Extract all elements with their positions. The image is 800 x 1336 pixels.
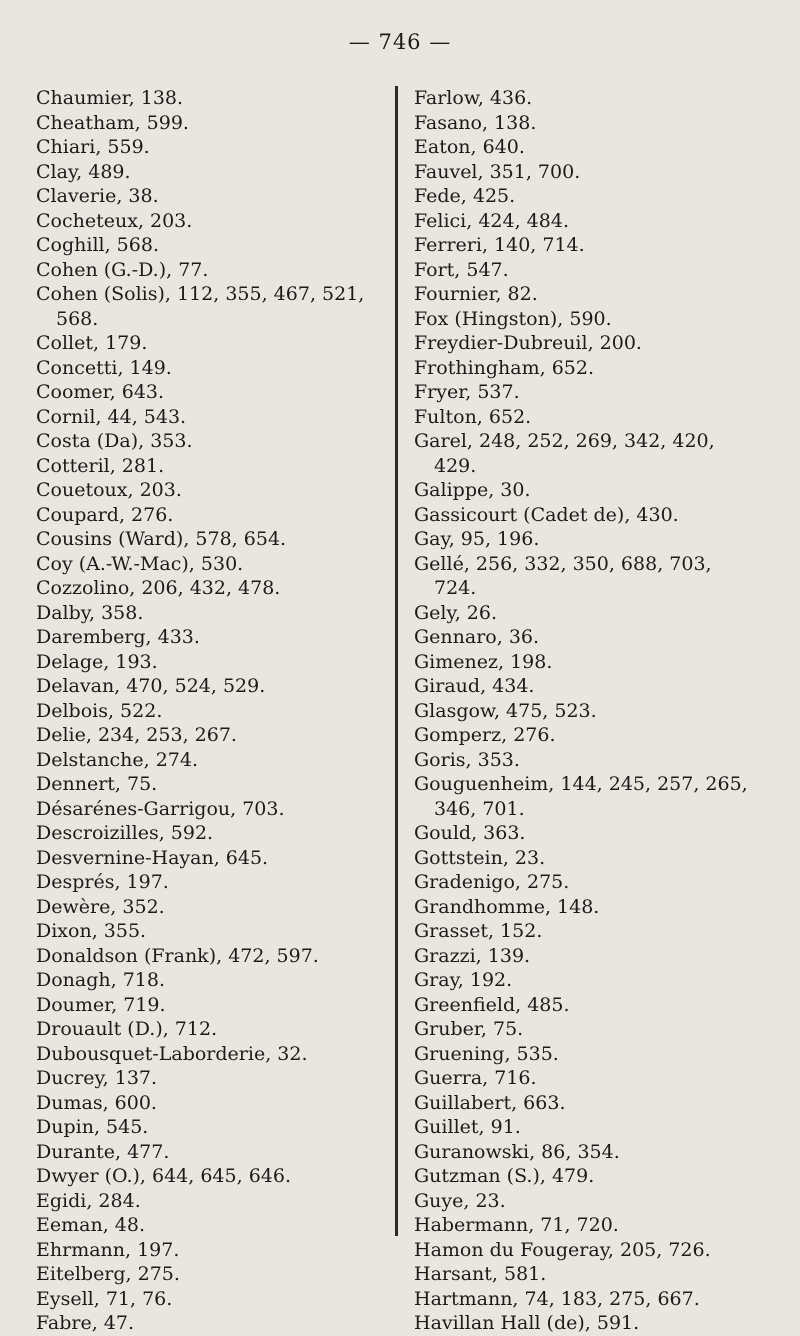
index-entry: Farlow, 436. — [414, 87, 533, 109]
index-entry: Gutzman (S.), 479. — [414, 1165, 595, 1187]
index-entry: Felici, 424, 484. — [414, 209, 569, 232]
index-entry: Guye, 23. — [414, 1189, 506, 1212]
index-entry: Garel, 248, 252, 269, 342, 420, — [414, 430, 715, 452]
page-number: — 746 — — [348, 30, 452, 54]
index-entry-continuation: 429. — [434, 454, 477, 477]
index-entry: Chaumier, 138. — [36, 87, 184, 109]
index-entry: Fulton, 652. — [414, 405, 532, 428]
index-entry: Concetti, 149. — [36, 356, 172, 379]
index-entry: Harsant, 581. — [414, 1263, 547, 1285]
index-entry: Galippe, 30. — [414, 479, 531, 501]
index-entry: Guillabert, 663. — [414, 1091, 566, 1114]
index-entry: Gellé, 256, 332, 350, 688, 703, — [414, 552, 712, 575]
index-entry: Fauvel, 351, 700. — [414, 160, 581, 183]
index-entry: Delie, 234, 253, 267. — [36, 724, 237, 746]
index-entry: Fede, 425. — [414, 185, 516, 207]
index-column-left — [36, 86, 386, 1336]
index-entry: Guillet, 91. — [414, 1116, 521, 1138]
index-entry: Coomer, 643. — [36, 381, 165, 403]
index-entry: Désarénes-Garrigou, 703. — [36, 797, 285, 820]
index-entry: Collet, 179. — [36, 332, 148, 354]
index-entry: Doumer, 719. — [36, 993, 166, 1016]
index-entry: Dupin, 545. — [36, 1116, 149, 1138]
index-entry: Gely, 26. — [414, 601, 498, 624]
index-entry: Costa (Da), 353. — [36, 430, 193, 452]
index-entry: Dewère, 352. — [36, 895, 165, 918]
index-entry: Gassicourt (Cadet de), 430. — [414, 503, 679, 526]
index-entry: Greenfield, 485. — [414, 993, 570, 1016]
index-entry: Frothingham, 652. — [414, 356, 595, 379]
index-entry: Cousins (Ward), 578, 654. — [36, 528, 287, 550]
index-entry: Giraud, 434. — [414, 675, 535, 697]
index-entry: Ferreri, 140, 714. — [414, 234, 585, 256]
index-entry: Drouault (D.), 712. — [36, 1018, 218, 1040]
index-entry: Delavan, 470, 524, 529. — [36, 675, 266, 697]
index-entry-continuation: 724. — [434, 577, 477, 599]
index-entry: Egidi, 284. — [36, 1189, 141, 1212]
index-entry: Ehrmann, 197. — [36, 1238, 180, 1261]
index-entry: Dixon, 355. — [36, 920, 147, 942]
index-entry: Gottstein, 23. — [414, 846, 546, 869]
index-entry: Daremberg, 433. — [36, 626, 200, 648]
index-entry: Gennaro, 36. — [414, 626, 540, 648]
index-entry: Cohen (G.-D.), 77. — [36, 258, 209, 281]
index-entry: Eitelberg, 275. — [36, 1263, 180, 1285]
index-column-right — [414, 86, 784, 1336]
index-entry: Gouguenheim, 144, 245, 257, 265, — [414, 773, 748, 795]
index-entry-continuation: 568. — [56, 307, 99, 330]
index-entry: Eeman, 48. — [36, 1214, 145, 1236]
index-entry: Guerra, 716. — [414, 1067, 537, 1089]
index-entry: Coupard, 276. — [36, 503, 174, 526]
index-entry: Fryer, 537. — [414, 381, 520, 403]
index-entry: Fasano, 138. — [414, 111, 537, 134]
index-entry: Fabre, 47. — [36, 1312, 135, 1334]
index-entry: Chiari, 559. — [36, 136, 150, 158]
index-entry: Cheatham, 599. — [36, 111, 189, 134]
index-entry: Guranowski, 86, 354. — [414, 1140, 620, 1163]
index-entry: Dwyer (O.), 644, 645, 646. — [36, 1165, 291, 1187]
index-entry: Freydier-Dubreuil, 200. — [414, 332, 642, 354]
index-entry: Gould, 363. — [414, 822, 526, 844]
index-entry: Clay, 489. — [36, 160, 131, 183]
index-entry: Fournier, 82. — [414, 283, 538, 305]
index-entry: Desvernine-Hayan, 645. — [36, 846, 269, 869]
index-entry: Coy (A.-W.-Mac), 530. — [36, 552, 244, 575]
index-entry: Glasgow, 475, 523. — [414, 699, 597, 722]
index-entry: Després, 197. — [36, 871, 169, 893]
index-entry: Fort, 547. — [414, 258, 509, 281]
index-entry: Grandhomme, 148. — [414, 895, 600, 918]
index-entry: Habermann, 71, 720. — [414, 1214, 619, 1236]
index-entry: Eysell, 71, 76. — [36, 1287, 173, 1310]
index-entry: Eaton, 640. — [414, 136, 525, 158]
index-entry: Delstanche, 274. — [36, 748, 199, 771]
index-entry: Donaldson (Frank), 472, 597. — [36, 944, 319, 967]
index-entry-continuation: 346, 701. — [434, 797, 525, 820]
index-entry: Hartmann, 74, 183, 275, 667. — [414, 1287, 700, 1310]
index-entry: Gomperz, 276. — [414, 724, 556, 746]
index-entry: Gruber, 75. — [414, 1018, 524, 1040]
index-entry: Gay, 95, 196. — [414, 528, 540, 550]
index-entry: Gradenigo, 275. — [414, 871, 570, 893]
index-entry: Gray, 192. — [414, 969, 513, 991]
index-entry: Grazzi, 139. — [414, 944, 531, 967]
index-entry: Delbois, 522. — [36, 699, 163, 722]
index-entry: Ducrey, 137. — [36, 1067, 158, 1089]
index-entry: Cocheteux, 203. — [36, 209, 193, 232]
index-entry: Dubousquet-Laborderie, 32. — [36, 1042, 308, 1065]
index-entry: Gimenez, 198. — [414, 650, 553, 673]
index-entry: Cohen (Solis), 112, 355, 467, 521, — [36, 283, 365, 305]
index-entry: Grasset, 152. — [414, 920, 543, 942]
index-entry: Fox (Hingston), 590. — [414, 307, 612, 330]
index-entry: Claverie, 38. — [36, 185, 159, 207]
column-divider — [395, 86, 398, 1236]
index-entry: Dumas, 600. — [36, 1091, 157, 1114]
index-entry: Havillan Hall (de), 591. — [414, 1312, 640, 1334]
index-entry: Couetoux, 203. — [36, 479, 182, 501]
index-entry: Gruening, 535. — [414, 1042, 559, 1065]
index-entry: Descroizilles, 592. — [36, 822, 214, 844]
index-entry: Goris, 353. — [414, 748, 520, 771]
index-entry: Cotteril, 281. — [36, 454, 165, 477]
index-entry: Dalby, 358. — [36, 601, 144, 624]
index-entry: Coghill, 568. — [36, 234, 159, 256]
index-entry: Cozzolino, 206, 432, 478. — [36, 577, 281, 599]
index-entry: Dennert, 75. — [36, 773, 158, 795]
index-entry: Donagh, 718. — [36, 969, 166, 991]
index-entry: Hamon du Fougeray, 205, 726. — [414, 1238, 711, 1261]
index-entry: Durante, 477. — [36, 1140, 170, 1163]
index-entry: Cornil, 44, 543. — [36, 405, 187, 428]
index-entry: Delage, 193. — [36, 650, 158, 673]
